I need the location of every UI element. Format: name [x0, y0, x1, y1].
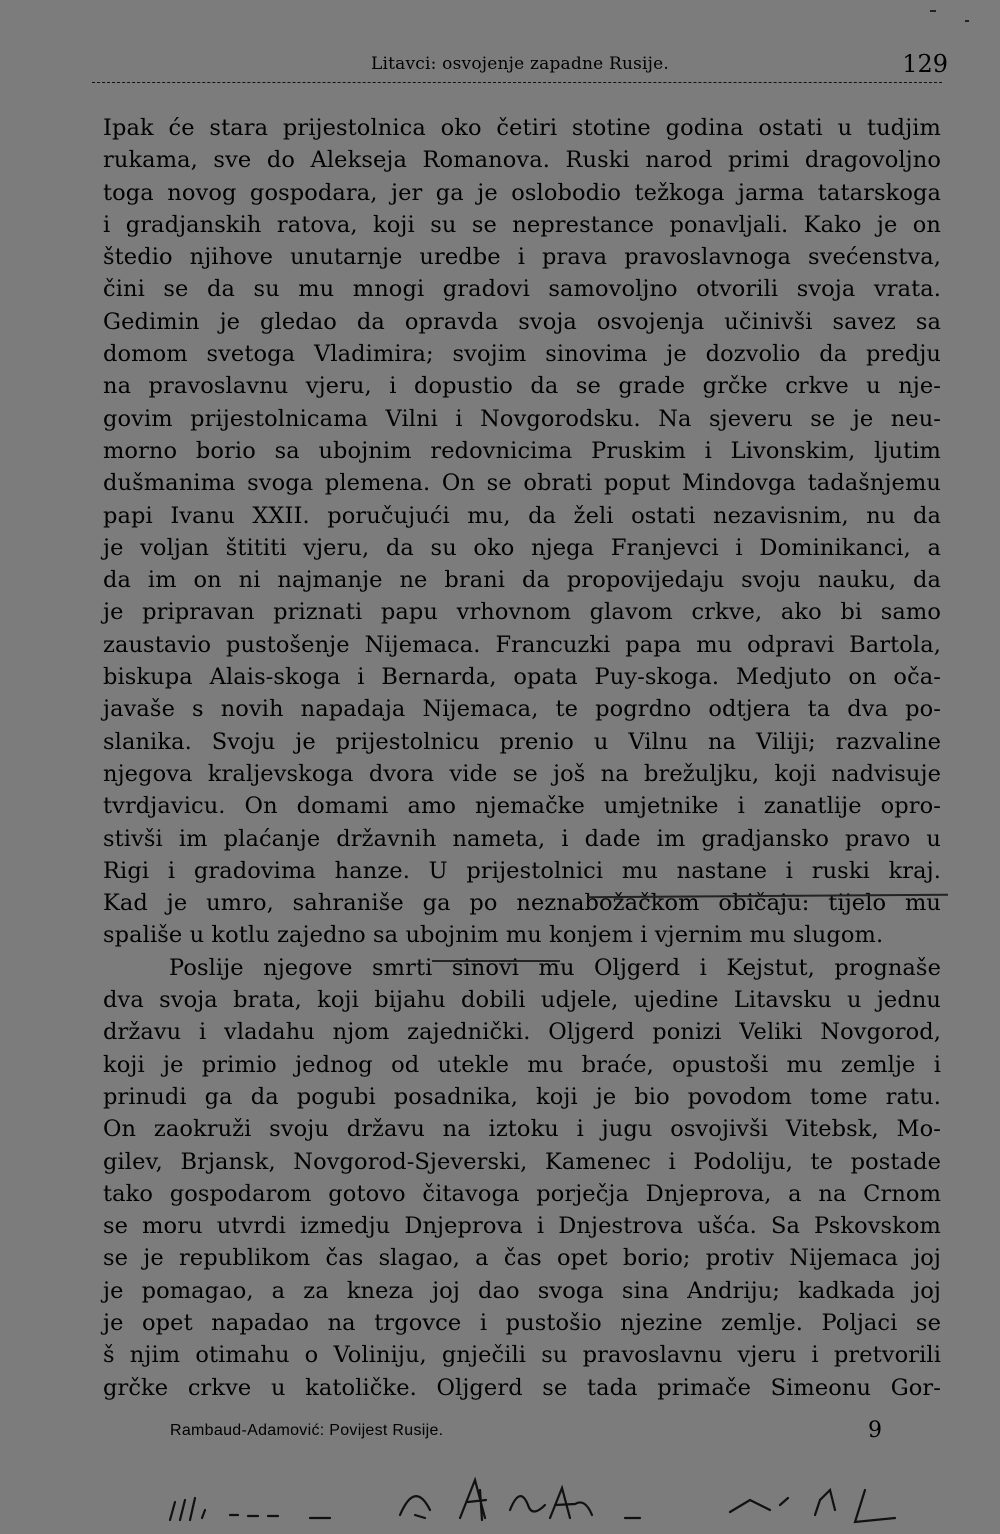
text-line: govim prijestolnicama Vilni i Novgorodsku. Na sjeveru se je neu-: [103, 405, 941, 432]
text-line: papi Ivanu XXII. poručujući mu, da želi ostati nezavisnim, nu da: [103, 502, 941, 529]
text-line: dušmanima svoga plemena. On se obrati poput Mindovga tadašnjemu: [103, 470, 941, 497]
text-line: Rigi i gradovima hanze. U prijestolnici mu nastane i ruski kraj.: [103, 857, 941, 884]
text-line: čini se da su mu mnogi gradovi samovoljno otvorili svoja vrata.: [103, 276, 941, 303]
text-line: je opet napadao na trgovce i pustošio njezine zemlje. Poljaci se: [103, 1309, 941, 1336]
text-line: prinudi ga da pogubi posadnika, koji je bio povodom tome ratu.: [103, 1083, 941, 1110]
handwritten-scribble: [130, 1460, 930, 1530]
text-line: zaustavio pustošenje Nijemaca. Francuzki papa mu odpravi Bartola,: [103, 631, 941, 658]
running-title: Litavci: osvojenje zapadne Rusije.: [370, 54, 670, 74]
scan-speck: [965, 20, 969, 22]
text-line: Kad je umro, sahraniše ga po neznabožačkom običaju: tijelo mu: [103, 890, 941, 917]
text-line: morno borio sa ubojnim redovnicima Pruskim i Livonskim, ljutim: [103, 437, 941, 464]
running-head: [0, 50, 1000, 80]
text-line: koji je primio jednog od utekle mu braće, opustoši mu zemlje i: [103, 1051, 941, 1078]
text-line: je pomagao, a za kneza joj dao svoga sina Andriju; kadkada joj: [103, 1277, 941, 1304]
page-number: 129: [902, 50, 948, 78]
text-line: štedio njihove unutarnje uredbe i prava pravoslavnoga svećenstva,: [103, 244, 941, 271]
text-line: toga novog gospodara, jer ga je oslobodio težkoga jarma tatarskoga: [103, 179, 941, 206]
text-line: rukama, sve do Alekseja Romanova. Ruski narod primi dragovoljno: [103, 147, 941, 174]
text-line: njegova kraljevskoga dvora vide se još na brežuljku, koji nadvisuje: [103, 760, 941, 787]
sheet-number: 9: [868, 1418, 882, 1443]
text-line: spališe u kotlu zajedno sa ubojnim mu konjem i vjernim mu slugom.: [103, 922, 884, 949]
text-line: domom svetoga Vladimira; svojim sinovima je dozvolio da predju: [103, 341, 941, 368]
text-line: š njim otimahu o Voliniju, gnječili su pravoslavnu vjeru i pretvorili: [103, 1342, 941, 1369]
text-line: On zaokruži svoju državu na iztoku i jugu osvojivši Vitebsk, Mo-: [103, 1116, 941, 1143]
text-line: i gradjanskih ratova, koji su se neprestance ponavljali. Kako je on: [103, 211, 941, 238]
text-line: je pripravan priznati papu vrhovnom glavom crkve, ako bi samo: [103, 599, 941, 626]
text-line: da im on ni najmanje ne brani da propovijedaju svoju nauku, da: [103, 567, 941, 594]
text-line: se moru utvrdi izmedju Dnjeprova i Dnjestrova ušća. Sa Pskovskom: [103, 1213, 941, 1240]
text-line: grčke crkve u katoličke. Oljgerd se tada primače Simeonu Gor-: [103, 1374, 941, 1401]
text-line: dva svoja brata, koji bijahu dobili udjele, ujedine Litavsku u jednu: [103, 987, 941, 1014]
text-line: državu i vladahu njom zajednički. Oljgerd ponizi Veliki Novgorod,: [103, 1019, 941, 1046]
text-line: Ipak će stara prijestolnica oko četiri stotine godina ostati u tudjim: [103, 115, 941, 141]
text-line: gilev, Brjansk, Novgorod-Sjeverski, Kamenec i Podoliju, te postade: [103, 1148, 941, 1175]
handwriting-drawing: [130, 1460, 930, 1530]
text-line: Gedimin je gledao da opravda svoja osvojenja učinivši savez sa: [103, 308, 941, 335]
signature-line: Rambaud-Adamović: Povijest Rusije.: [170, 1422, 444, 1439]
text-line: tako gospodarom gotovo čitavoga porječja Dnjeprova, a na Crnom: [103, 1180, 941, 1207]
text-line: javaše s novih napadaja Nijemaca, te pogrdno odtjera ta dva po-: [103, 696, 941, 723]
header-rule: [92, 82, 942, 83]
scan-speck: [930, 10, 936, 12]
text-line-paragraph-start: Poslije njegove smrti sinovi mu Oljgerd i Kejstut, prognaše: [169, 954, 941, 981]
text-line: slanika. Svoju je prijestolnicu prenio u Vilnu na Viliji; razvaline: [103, 728, 941, 755]
text-line: tvrdjavicu. On domami amo njemačke umjetnike i zanatlije opro-: [103, 793, 941, 820]
text-line: na pravoslavnu vjeru, i dopustio da se grade grčke crkve u nje-: [103, 373, 941, 400]
text-line: je voljan štititi vjeru, da su oko njega Franjevci i Dominikanci, a: [103, 534, 941, 561]
text-line: se je republikom čas slagao, a čas opet borio; protiv Nijemaca joj: [103, 1245, 941, 1272]
body-text: [103, 112, 941, 1404]
text-line: stivši im plaćanje državnih nameta, i dade im gradjansko pravo u: [103, 825, 941, 852]
text-line: biskupa Alais-skoga i Bernarda, opata Puy-skoga. Medjuto on oča-: [103, 664, 941, 691]
page-footer: [170, 1418, 910, 1448]
pen-underline: [432, 960, 560, 962]
